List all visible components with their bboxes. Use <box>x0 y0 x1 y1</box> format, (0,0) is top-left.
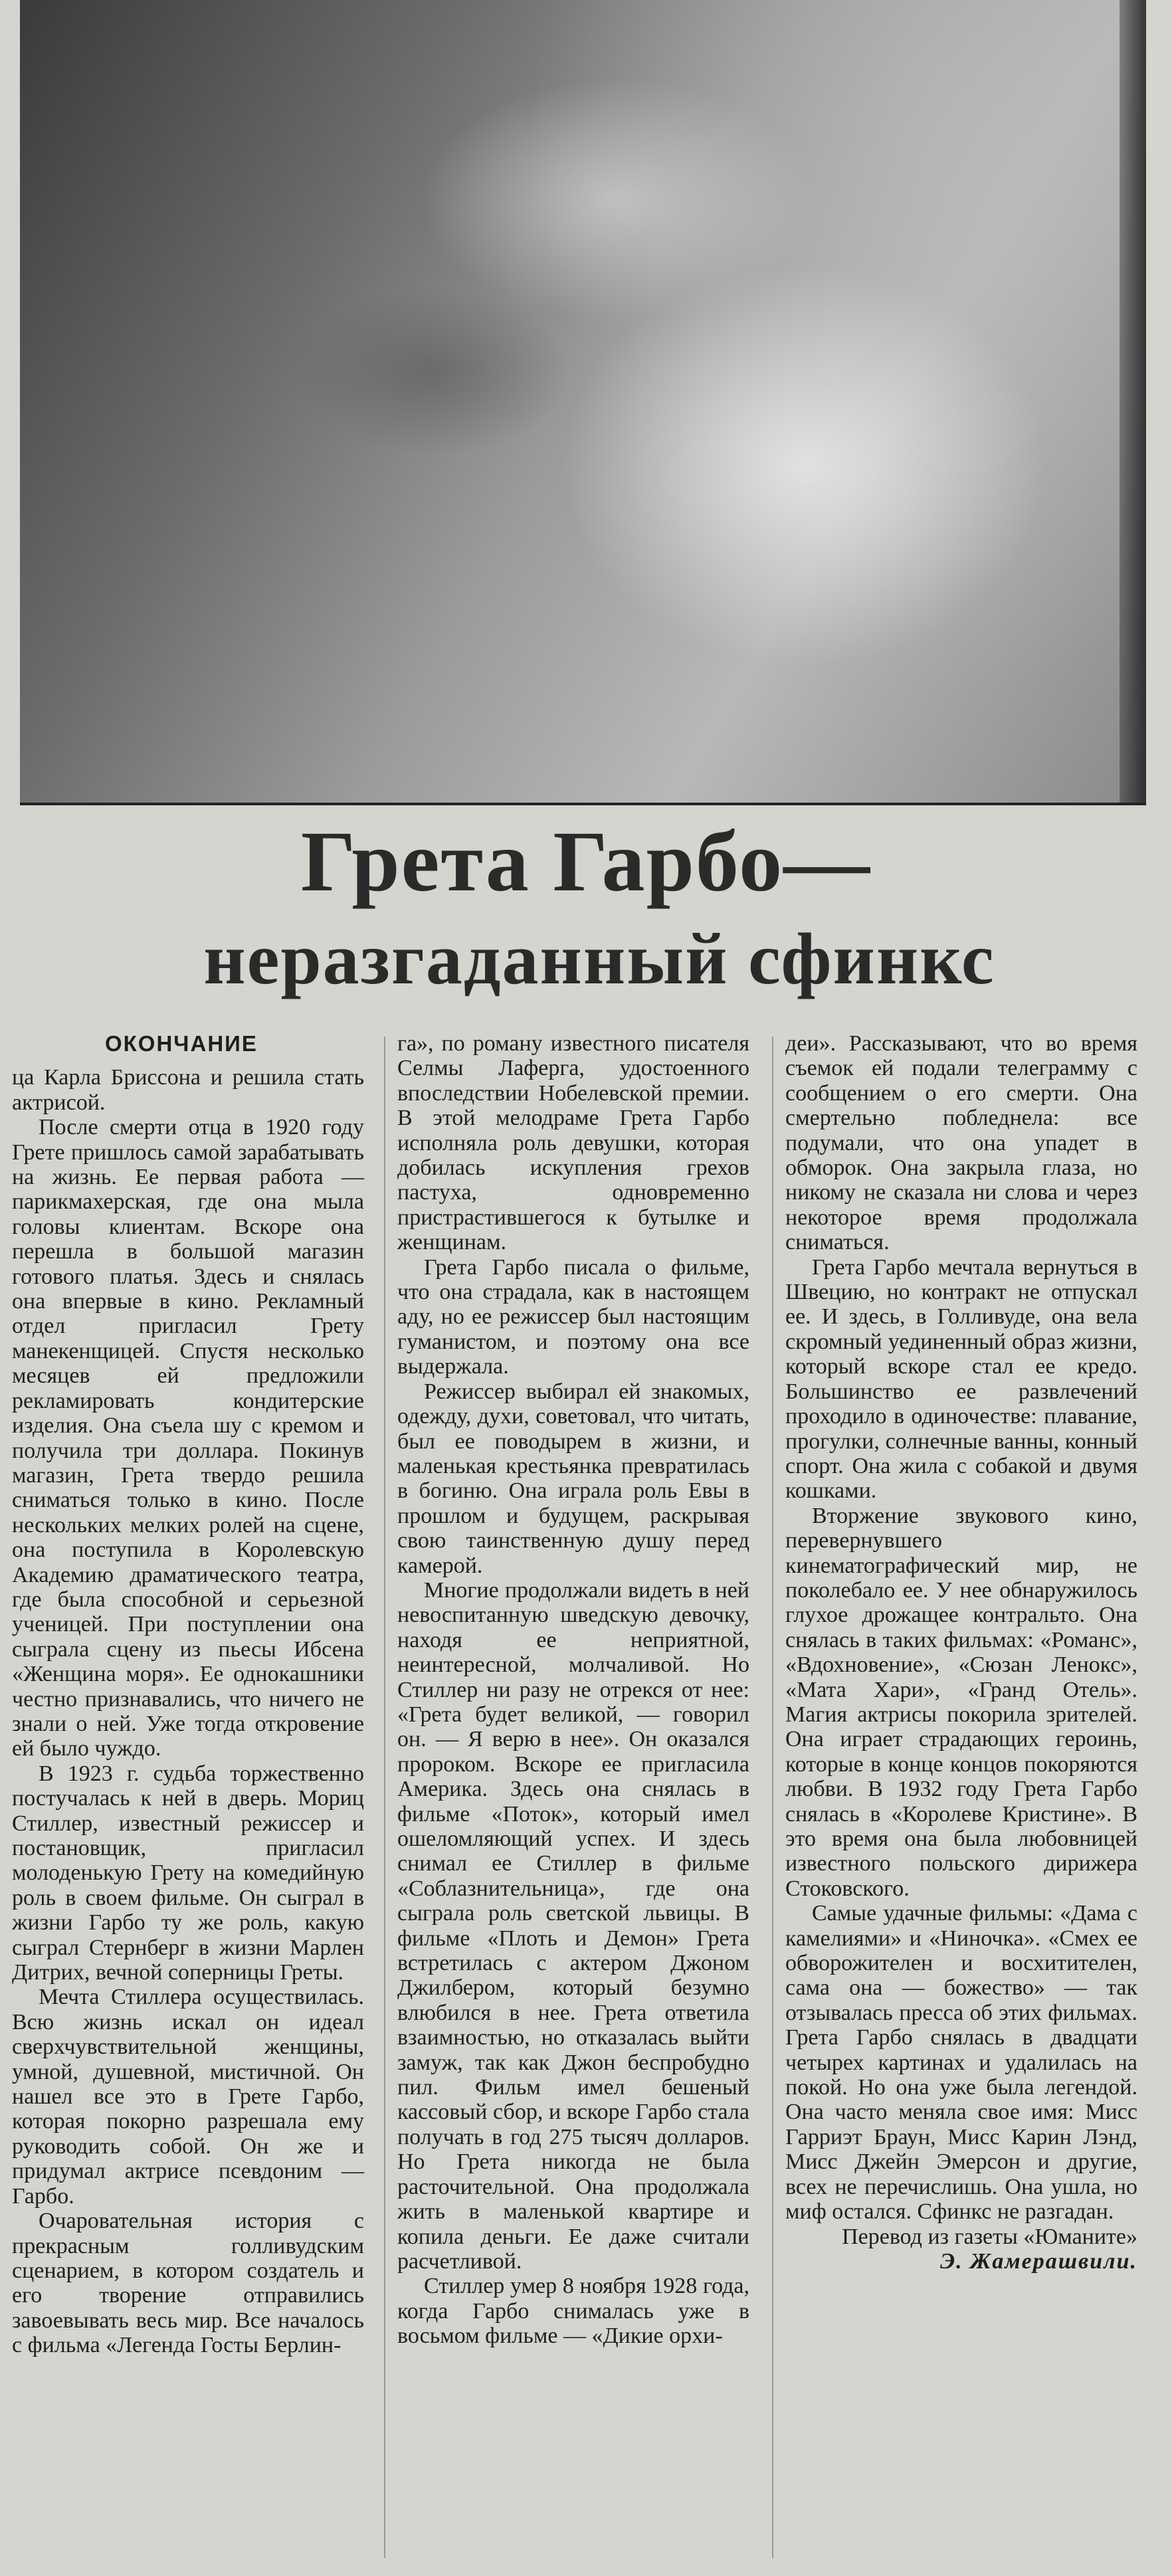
paragraph: Грета Гарбо мечтала вернуться в Швецию, но контракт не отпускал ее. И здесь, в Голливуде, она вела скромный уединенный образ жизни, который вскоре стал ее кредо. Большинство ее развлечений проходило в одиночестве: плавание, прогулки, солнечные ванны, конный спорт. Она жила с собакой и двумя кошками. <box>785 1254 1137 1504</box>
headline-line-2: неразгаданный сфинкс <box>203 918 995 999</box>
paragraph: Грета Гарбо писала о фильме, что она страдала, как в настоящем аду, но ее режиссер был настоящим гуманистом, и поэтому она все выдержала. <box>397 1254 749 1379</box>
article-column-2 <box>397 1031 749 2349</box>
column-rule-1 <box>384 1037 385 2558</box>
headline-line-1: Грета Гарбо— <box>300 814 872 910</box>
paragraph: Стиллер умер 8 ноября 1928 года, когда Гарбо снималась уже в восьмом фильме — «Дикие орхи- <box>397 2274 749 2349</box>
paragraph: После смерти отца в 1920 году Грете пришлось самой зарабатывать на жизнь. Ее первая работа — парикмахерская, где она мыла головы клиентам. Вскоре она перешла в большой магазин готового платья. Здесь и снялась она впервые в кино. Рекламный отдел пригласил Грету манекенщицей. Спустя несколько месяцев ей предложили рекламировать кондитерские изделия. Она съела шу с кремом и получила три доллара. Покинув магазин, Грета твердо решила сниматься только в кино. После нескольких мелких ролей на сцене, она поступила в Королевскую Академию драматического театра, где была способной и серьезной ученицей. При поступлении она сыграла сцену из пьесы Ибсена «Женщина моря». Ее однокашники честно признавались, что ничего не знали о ней. Уже тогда откровение ей было чуждо. <box>12 1115 364 1761</box>
paragraph: деи». Рассказывают, что во время съемок ей подали телеграмму с сообщением о его смерти. Она смертельно побледнела: все подумали, что она упадет в обморок. Она закрыла глаза, но никому не сказала ни слова и через некоторое время продолжала сниматься. <box>785 1031 1137 1255</box>
photo-dark-edge <box>1120 0 1146 803</box>
portrait-photo <box>20 0 1146 805</box>
author-signature: Э. Жамерашвили. <box>939 2248 1137 2274</box>
paragraph: Многие продолжали видеть в ней невоспитанную шведскую девочку, находя ее неприятной, неинтересной, молчаливой. Но Стиллер ни разу не отрекся от нее: «Грета будет великой, — говорил он. — Я верю в нее». Он оказался пророком. Вскоре ее пригласила Америка. Здесь она снялась в фильме «Поток», который имел ошеломляющий успех. И здесь снимал ее Стиллер в фильме «Соблазнительница», где она сыграла роль светской львицы. В фильме «Плоть и Демон» Грета встретилась с актером Джоном Джилбером, который безумно влюбился в нее. Грета ответила взаимностью, но отказалась выйти замуж, так как Джон беспробудно пил. Фильм имел бешеный кассовый сбор, и вскоре Гарбо стала получать в год 275 тысяч долларов. Но Грета никогда не была расточительной. Она продолжала жить в маленькой квартире и копила деньги. Ее даже считали расчетливой. <box>397 1577 749 2274</box>
paragraph: Мечта Стиллера осуществилась. Всю жизнь искал он идеал сверхчувствительной женщины, умной, душевной, мистичной. Он нашел все это в Грете Гарбо, которая покорно разрешала ему руководить собой. Он же и придумал актрисе псевдоним — Гарбо. <box>12 1985 364 2209</box>
paragraph: га», по роману известного писателя Селмы Лаферга, удостоенного впоследствии Нобелевской премии. В этой мелодраме Грета Гарбо исполняла роль девушки, которая добилась искупления грехов пастуха, одновременно пристрастившегося к бутылке и женщинам. <box>397 1031 749 1255</box>
paragraph: Вторжение звукового кино, перевернувшего кинематографический мир, не поколебало ее. У нее обнаружилось глухое дрожащее контральто. Она снялась в таких фильмах: «Романс», «Вдохновение», «Сюзан Ленокс», «Мата Хари», «Гранд Отель». Магия актрисы покорила зрителей. Она играет страдающих героинь, которые в конце концов покоряются любви. В 1932 году Грета Гарбо снялась в «Королеве Кристине». В это время она была любовницей известного польского дирижера Стоковского. <box>785 1503 1137 1901</box>
paragraph: В 1923 г. судьба торжественно постучалась к ней в дверь. Мориц Стиллер, известный режиссер и постановщик, пригласил молоденькую Грету на комедийную роль в своем фильме. Он сыграл в жизни Гарбо ту же роль, какую сыграл Стернберг в жизни Марлен Дитрих, вечной соперницы Греты. <box>12 1761 364 1985</box>
translation-credit: Перевод из газеты «Юманите» <box>842 2224 1137 2249</box>
paragraph: Очаровательная история с прекрасным голливудским сценарием, в котором создатель и его творение отправились завоевывать весь мир. Все началось с фильма «Легенда Госты Берлин- <box>12 2209 364 2358</box>
paragraph: ца Карла Бриссона и решила стать актрисой. <box>12 1065 364 1115</box>
column-rule-2 <box>772 1037 773 2558</box>
article-column-1 <box>12 1031 364 2358</box>
kicker-label: ОКОНЧАНИЕ <box>105 1031 258 1056</box>
paragraph: Режиссер выбирал ей знакомых, одежду, духи, советовал, что читать, был ее поводырем в жизни, и маленькая крестьянка превратилась в богиню. Она играла роль Евы в прошлом и будущем, раскрывая свою таинственную душу перед камерой. <box>397 1379 749 1578</box>
article-column-3 <box>785 1031 1137 2274</box>
paragraph: Самые удачные фильмы: «Дама с камелиями» и «Ниночка». «Смех ее обворожителен и восхитителен, сама она — божество» — так отзывалась пресса об этих фильмах. Грета Гарбо снялась в двадцати четырех картинах и удалилась на покой. Но она уже была легендой. Она часто меняла свое имя: Мисс Гарриэт Браун, Мисс Карин Лэнд, Мисс Джейн Эмерсон и другие, всех не перечислишь. Она ушла, но миф остался. Сфинкс не разгадан. <box>785 1901 1137 2225</box>
